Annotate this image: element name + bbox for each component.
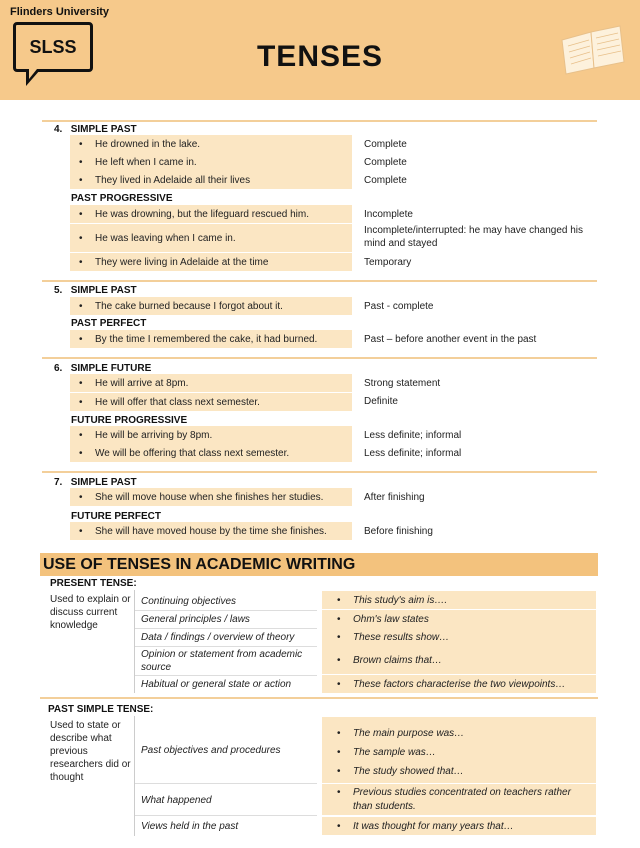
example-item: • She will have moved house by the time she finishes.: [70, 522, 352, 540]
example-phrase-group: [322, 717, 596, 783]
example-phrase: • The main purpose was…: [353, 728, 464, 739]
example-phrase-group: [322, 784, 596, 815]
row-divider: [135, 610, 317, 611]
example-phrase: • The sample was…: [353, 747, 436, 758]
past-tense-usage: Used to state or describe what previous researchers did or thought: [50, 720, 131, 783]
usage-category: Views held in the past: [141, 821, 239, 832]
example-item: • We will be offering that class next semester.: [70, 444, 352, 462]
example-item: • They lived in Adelaide all their lives: [70, 171, 352, 189]
example-item: • He left when I came in.: [70, 153, 352, 171]
usage-category: General principles / laws: [141, 614, 250, 625]
example-note: After finishing: [364, 492, 425, 503]
example-item: • He will be arriving by 8pm.: [70, 426, 352, 444]
example-phrase: • These results show…: [322, 628, 596, 646]
subsection-label: FUTURE PERFECT: [71, 511, 161, 522]
column-divider: [134, 716, 135, 836]
section-divider: [40, 697, 598, 699]
example-item: • By the time I remembered the cake, it had burned.: [70, 330, 352, 348]
example-phrase: • These factors characterise the two viewpoints…: [322, 675, 596, 693]
section-divider: [42, 357, 597, 359]
usage-category: Past objectives and procedures: [141, 745, 281, 756]
example-note: Strong statement: [364, 378, 441, 389]
example-phrase: • The study showed that…: [353, 766, 464, 777]
example-note: Definite: [364, 396, 398, 407]
example-note: Complete: [364, 139, 407, 150]
page-header: [0, 0, 640, 100]
slss-logo-text: SLSS: [29, 36, 77, 57]
section-6-label: 6. SIMPLE FUTURE: [54, 363, 152, 374]
example-note: Temporary: [364, 257, 412, 268]
page-title: TENSES: [256, 40, 384, 73]
university-name: Flinders University: [10, 6, 110, 18]
row-divider: [135, 646, 317, 647]
example-item: • He was drowning, but the lifeguard rescued him.: [70, 205, 352, 223]
example-note: Less definite; informal: [364, 430, 462, 441]
example-phrase: • Previous studies concentrated on teachers rather than students.: [353, 786, 589, 814]
example-phrase: • It was thought for many years that…: [322, 817, 596, 835]
row-divider: [135, 675, 317, 676]
example-item: • She will move house when she finishes her studies.: [70, 488, 352, 506]
example-note: Past - complete: [364, 301, 434, 312]
example-phrase: • This study's aim is….: [322, 591, 596, 609]
column-divider: [134, 590, 135, 693]
example-item: • He will offer that class next semester.: [70, 393, 352, 411]
usage-category: Opinion or statement from academic source: [141, 649, 303, 673]
example-item: • He was leaving when I came in.: [70, 224, 352, 252]
academic-writing-heading: USE OF TENSES IN ACADEMIC WRITING: [40, 553, 598, 576]
example-note: Past – before another event in the past: [364, 334, 537, 345]
example-phrase: • Brown claims that…: [322, 646, 596, 674]
usage-category: Data / findings / overview of theory: [141, 632, 295, 643]
subsection-label: PAST PERFECT: [71, 318, 147, 329]
section-7-label: 7. SIMPLE PAST: [54, 477, 137, 488]
row-divider: [135, 783, 317, 784]
row-divider: [135, 628, 317, 629]
example-note: Complete: [364, 175, 407, 186]
section-5-label: 5. SIMPLE PAST: [54, 285, 137, 296]
usage-category: What happened: [141, 795, 212, 806]
section-4-label: 4. SIMPLE PAST: [54, 124, 137, 135]
present-tense-usage: Used to explain or discuss current knowledge: [50, 594, 131, 631]
subsection-label: PAST PROGRESSIVE: [71, 193, 173, 204]
example-note: Complete: [364, 157, 407, 168]
example-note: Incomplete/interrupted: he may have changed his mind and stayed: [364, 225, 584, 249]
section-divider: [42, 120, 597, 122]
present-tense-title: PRESENT TENSE:: [50, 578, 137, 589]
example-note: Less definite; informal: [364, 448, 462, 459]
past-tense-title: PAST SIMPLE TENSE:: [48, 704, 154, 715]
section-divider: [42, 280, 597, 282]
usage-category: Continuing objectives: [141, 596, 237, 607]
example-item: • He drowned in the lake.: [70, 135, 352, 153]
subsection-label: FUTURE PROGRESSIVE: [71, 415, 188, 426]
example-item: • The cake burned because I forgot about it.: [70, 297, 352, 315]
example-phrase: • Ohm's law states: [322, 610, 596, 628]
row-divider: [135, 815, 317, 816]
section-divider: [42, 471, 597, 473]
open-book-icon: [558, 22, 628, 78]
usage-category: Habitual or general state or action: [141, 679, 292, 690]
example-note: Before finishing: [364, 526, 433, 537]
example-item: • He will arrive at 8pm.: [70, 374, 352, 392]
example-item: • They were living in Adelaide at the time: [70, 253, 352, 271]
example-note: Incomplete: [364, 209, 413, 220]
